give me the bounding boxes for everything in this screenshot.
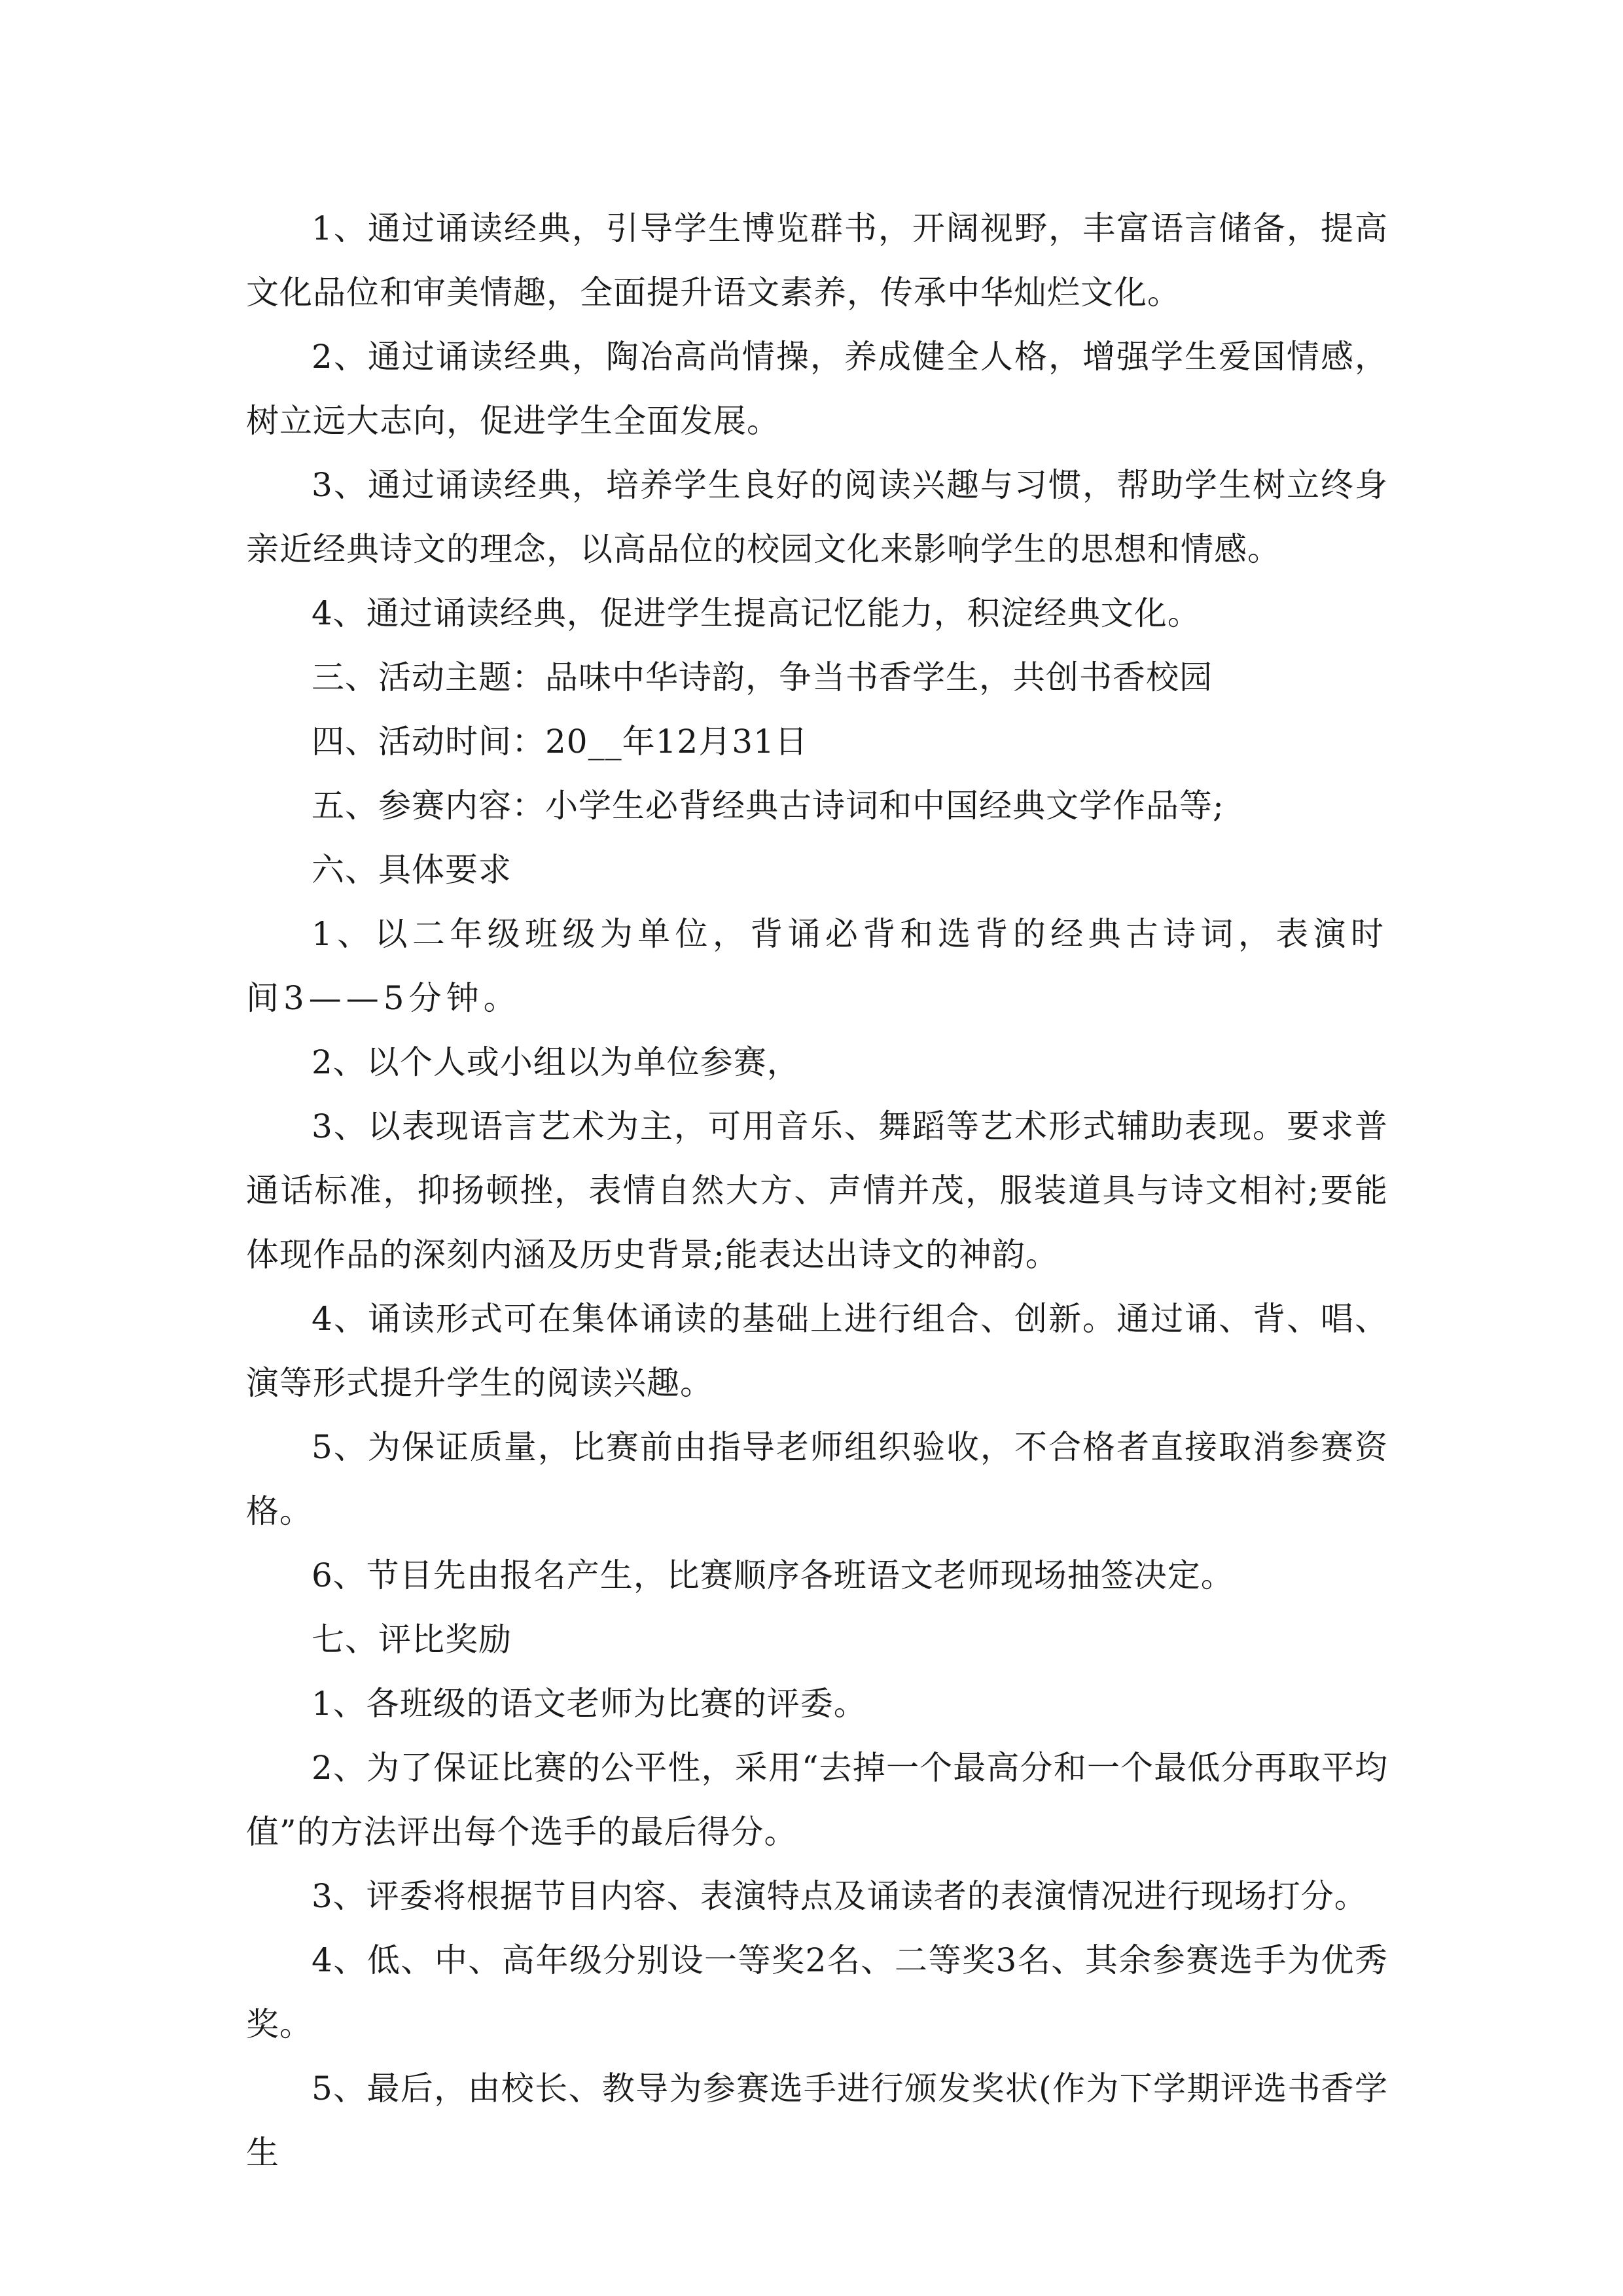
section-awards-heading: 七、评比奖励 xyxy=(312,1621,512,1659)
document-body xyxy=(246,196,1388,2185)
section-requirements-heading: 六、具体要求 xyxy=(312,851,512,889)
paragraph-goal-2: 2、通过诵读经典，陶冶高尚情操，养成健全人格，增强学生爱国情感，树立远大志向，促进学生全面发展。 xyxy=(246,338,1388,440)
award-rule-4: 4、低、中、高年级分别设一等奖2名、二等奖3名、其余参赛选手为优秀奖。 xyxy=(246,1941,1388,2043)
paragraph-goal-4: 4、通过诵读经典，促进学生提高记忆能力，积淀经典文化。 xyxy=(312,594,1201,632)
paragraph-goal-3: 3、通过诵读经典，培养学生良好的阅读兴趣与习惯，帮助学生树立终身亲近经典诗文的理念，以高品位的校园文化来影响学生的思想和情感。 xyxy=(246,466,1388,568)
paragraph-goal-1: 1、通过诵读经典，引导学生博览群书，开阔视野，丰富语言储备，提高文化品位和审美情趣，全面提升语文素养，传承中华灿烂文化。 xyxy=(246,209,1388,312)
requirement-3: 3、以表现语言艺术为主，可用音乐、舞蹈等艺术形式辅助表现。要求普通话标准，抑扬顿挫，表情自然大方、声情并茂，服装道具与诗文相衬;要能体现作品的深刻内涵及历史背景;能表达出诗文的神韵。 xyxy=(246,1107,1388,1274)
section-content: 五、参赛内容：小学生必背经典古诗词和中国经典文学作品等; xyxy=(312,787,1224,825)
requirement-4: 4、诵读形式可在集体诵读的基础上进行组合、创新。通过诵、背、唱、演等形式提升学生的阅读兴趣。 xyxy=(246,1300,1388,1402)
award-rule-3: 3、评委将根据节目内容、表演特点及诵读者的表演情况进行现场打分。 xyxy=(312,1877,1368,1915)
requirement-1: 1、以二年级班级为单位，背诵必背和选背的经典古诗词，表演时间3——5分钟。 xyxy=(246,915,1388,1017)
award-rule-2: 2、为了保证比赛的公平性，采用“去掉一个最高分和一个最低分再取平均值”的方法评出每个选手的最后得分。 xyxy=(246,1749,1388,1851)
section-time: 四、活动时间：20__年12月31日 xyxy=(312,723,808,761)
requirement-5: 5、为保证质量，比赛前由指导老师组织验收，不合格者直接取消参赛资格。 xyxy=(246,1428,1388,1530)
requirement-6: 6、节目先由报名产生，比赛顺序各班语文老师现场抽签决定。 xyxy=(312,1556,1234,1594)
award-rule-5: 5、最后，由校长、教导为参赛选手进行颁发奖状(作为下学期评选书香学生 xyxy=(246,2070,1388,2172)
award-rule-1: 1、各班级的语文老师为比赛的评委。 xyxy=(312,1685,867,1723)
section-theme: 三、活动主题：品味中华诗韵，争当书香学生，共创书香校园 xyxy=(312,658,1213,696)
requirement-2: 2、以个人或小组以为单位参赛， xyxy=(312,1043,800,1081)
